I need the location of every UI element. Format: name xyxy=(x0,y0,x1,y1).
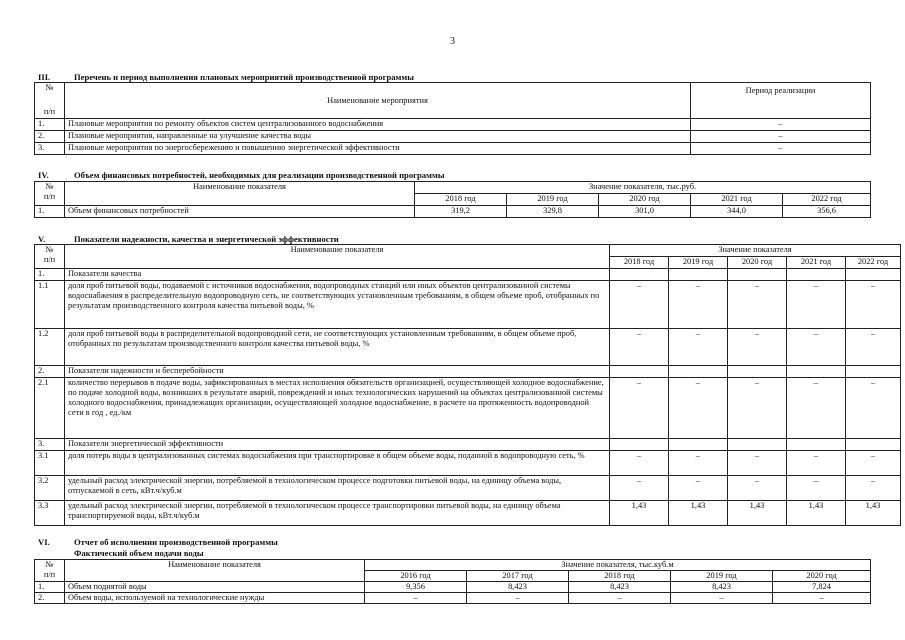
row-value: 8,423 xyxy=(671,582,773,593)
row-name: Объем воды, используемой на технологические нужды xyxy=(65,593,365,604)
row-number: 1. xyxy=(35,582,65,593)
row-value: – xyxy=(669,476,728,501)
col-name-header: Наименование показателя xyxy=(65,245,610,269)
row-period: – xyxy=(691,131,871,143)
row-name: Показатели надежности и бесперебойности xyxy=(65,366,610,378)
row-name: количество перерывов в подаче воды, зафиксированных в местах исполнения обязательств организацией, осуществляющей холодное водоснабжение, по подаче холодной воды, возникших в результате аварий, повреждений и иных технологических нарушений на объектах централизованной системы холодного водоснабжения, принадлежащих организации, осуществляющей холодное водоснабжение, в расчете на протяженность водопроводной сети в год , ед./км xyxy=(65,378,610,439)
row-value: 1,43 xyxy=(787,501,846,526)
row-name: доля проб питьевой воды в распределительной водопроводной сети, не соответствующих установленным требованиям, в общем объеме проб, отобранных по результатам производственного контроля качества питьевой воды, % xyxy=(65,329,610,366)
row-name: доля потерь воды в централизованных системах водоснабжения при транспортировке в общем объеме воды, поданной в водопроводную сеть, % xyxy=(65,451,610,476)
row-value: – xyxy=(846,378,901,439)
year-header: 2019 год xyxy=(671,571,773,582)
section-6-number: VI. xyxy=(38,537,50,547)
row-value: – xyxy=(787,476,846,501)
row-value: 8,423 xyxy=(467,582,569,593)
col-name-header: Наименование показателя xyxy=(65,182,415,206)
financial-needs-table xyxy=(34,181,871,218)
row-value: – xyxy=(569,593,671,604)
col-number-line2: п/п xyxy=(43,106,56,116)
row-value: – xyxy=(610,281,669,329)
row-number: 3. xyxy=(35,143,65,155)
col-number-line2: п/п xyxy=(43,254,56,264)
col-number-header xyxy=(35,560,65,582)
row-value: – xyxy=(787,378,846,439)
table-group-row xyxy=(35,366,901,378)
table-row xyxy=(35,281,901,329)
year-header: 2019 год xyxy=(669,257,728,269)
year-header: 2021 год xyxy=(787,257,846,269)
table-row xyxy=(35,206,871,218)
row-value: – xyxy=(773,593,871,604)
row-name: Показатели энергетической эффективности xyxy=(65,439,610,451)
col-number-header xyxy=(35,83,65,119)
section-6-heading xyxy=(38,537,278,547)
table-row xyxy=(35,593,871,604)
row-number: 2. xyxy=(35,366,65,378)
row-number: 1. xyxy=(35,206,65,218)
section-6-title: Отчет об исполнении производственной программы xyxy=(74,537,278,547)
section-3-title: Перечень и период выполнения плановых мероприятий производственной программы xyxy=(74,72,414,82)
year-header: 2016 год xyxy=(365,571,467,582)
col-value-header: Значение показателя, тыс.куб.м xyxy=(365,560,871,571)
year-header: 2017 год xyxy=(467,571,569,582)
row-value: – xyxy=(610,451,669,476)
row-value: – xyxy=(787,329,846,366)
year-header: 2018 год xyxy=(569,571,671,582)
row-period: – xyxy=(691,143,871,155)
table-row xyxy=(35,143,871,155)
row-name: Плановые мероприятия по ремонту объектов систем централизованного водоснабжения xyxy=(65,119,691,131)
section-4-title: Объем финансовых потребностей, необходимых для реализации производственной программы xyxy=(74,170,445,180)
row-value: 344,0 xyxy=(691,206,783,218)
row-value: – xyxy=(669,329,728,366)
row-number: 3.2 xyxy=(35,476,65,501)
row-value: 1,43 xyxy=(728,501,787,526)
col-name-header: Наименование показателя xyxy=(65,560,365,582)
row-value: – xyxy=(846,451,901,476)
row-name: Плановые мероприятия, направленные на улучшение качества воды xyxy=(65,131,691,143)
row-number: 1. xyxy=(35,119,65,131)
row-name: Показатели качества xyxy=(65,269,610,281)
row-number: 2. xyxy=(35,593,65,604)
row-value: 1,43 xyxy=(846,501,901,526)
table-row xyxy=(35,131,871,143)
row-number: 1. xyxy=(35,269,65,281)
row-name: доля проб питьевой воды, подаваемой с источников водоснабжения, водопроводных станций или иных объектов централизованной системы водоснабжения в распределительную водопроводную сеть, не соответствующих установленным требованиям, в общем объеме проб, отобранных по результатам производственного контроля качества питьевой воды, % xyxy=(65,281,610,329)
row-value: – xyxy=(787,281,846,329)
row-number: 3.3 xyxy=(35,501,65,526)
col-number-line1: № xyxy=(45,560,54,569)
section-5-number: V. xyxy=(38,234,46,244)
row-value: – xyxy=(610,329,669,366)
row-name: удельный расход электрической энергии, потребляемой в технологическом процессе транспортировки питьевой воды, на единицу объема транспортируемой воды, кВт.ч/куб.м xyxy=(65,501,610,526)
row-value: – xyxy=(728,378,787,439)
plan-measures-table xyxy=(34,82,871,155)
table-row xyxy=(35,451,901,476)
row-value: 7,824 xyxy=(773,582,871,593)
row-value: – xyxy=(610,476,669,501)
row-value: – xyxy=(728,329,787,366)
year-header: 2020 год xyxy=(599,194,691,206)
section-3-number: III. xyxy=(38,72,51,82)
year-header: 2022 год xyxy=(846,257,901,269)
water-supply-report-table xyxy=(34,559,871,604)
table-header-row xyxy=(35,182,871,194)
section-6-subtitle: Фактический объем подачи воды xyxy=(74,548,204,558)
col-name-header: Наименование мероприятия xyxy=(65,83,691,119)
col-number-line1: № xyxy=(45,182,54,191)
page-number: 3 xyxy=(450,36,455,47)
row-period: – xyxy=(691,119,871,131)
section-4-number: IV. xyxy=(38,170,49,180)
table-group-row xyxy=(35,439,901,451)
row-number: 2.1 xyxy=(35,378,65,439)
table-header-row xyxy=(35,560,871,571)
table-row xyxy=(35,329,901,366)
row-value: 1,43 xyxy=(669,501,728,526)
col-value-header: Значение показателя, тыс.руб. xyxy=(415,182,871,194)
row-number: 1.1 xyxy=(35,281,65,329)
year-header: 2018 год xyxy=(415,194,507,206)
col-number-line2: п/п xyxy=(43,569,56,579)
row-value: 329,8 xyxy=(507,206,599,218)
col-period-header: Период реализации xyxy=(691,83,871,119)
row-value: 8,423 xyxy=(569,582,671,593)
section-5-title: Показатели надежности, качества и энергетической эффективности xyxy=(74,234,339,244)
section-5-heading xyxy=(38,234,339,244)
table-row xyxy=(35,501,901,526)
row-value: – xyxy=(846,281,901,329)
row-value: – xyxy=(671,593,773,604)
row-value: – xyxy=(728,451,787,476)
table-row xyxy=(35,582,871,593)
table-group-row xyxy=(35,269,901,281)
row-name: Плановые мероприятия по энергосбережению и повышению энергетической эффективности xyxy=(65,143,691,155)
table-header-row xyxy=(35,83,871,119)
table-row xyxy=(35,119,871,131)
row-value: 301,0 xyxy=(599,206,691,218)
row-value: – xyxy=(669,281,728,329)
row-number: 3.1 xyxy=(35,451,65,476)
year-header: 2020 год xyxy=(773,571,871,582)
table-header-row xyxy=(35,245,901,257)
table-row xyxy=(35,378,901,439)
table-row xyxy=(35,476,901,501)
col-number-line2: п/п xyxy=(43,191,56,201)
reliability-indicators-table xyxy=(34,244,901,526)
row-value: – xyxy=(467,593,569,604)
row-value: – xyxy=(728,281,787,329)
col-number-line1: № xyxy=(45,83,54,92)
row-value: – xyxy=(669,378,728,439)
year-header: 2019 год xyxy=(507,194,599,206)
row-value: – xyxy=(846,329,901,366)
row-value: – xyxy=(669,451,728,476)
col-number-line1: № xyxy=(45,245,54,254)
row-name: Объем финансовых потребностей xyxy=(65,206,415,218)
col-number-header xyxy=(35,182,65,206)
row-value: 319,2 xyxy=(415,206,507,218)
row-name: удельный расход электрической энергии, потребляемой в технологическом процессе подготовки питьевой воды, на единицу объема воды, отпускаемой в сеть, кВт.ч/куб.м xyxy=(65,476,610,501)
year-header: 2020 год xyxy=(728,257,787,269)
year-header: 2022 год xyxy=(783,194,871,206)
section-4-heading xyxy=(38,170,445,180)
col-number-header xyxy=(35,245,65,269)
row-number: 1.2 xyxy=(35,329,65,366)
row-value: 356,6 xyxy=(783,206,871,218)
row-value: – xyxy=(787,451,846,476)
row-value: – xyxy=(846,476,901,501)
row-value: – xyxy=(610,378,669,439)
col-value-header: Значение показателя xyxy=(610,245,901,257)
section-3-heading xyxy=(38,72,414,82)
year-header: 2018 год xyxy=(610,257,669,269)
row-number: 3. xyxy=(35,439,65,451)
row-number: 2. xyxy=(35,131,65,143)
row-value: 1,43 xyxy=(610,501,669,526)
row-value: – xyxy=(728,476,787,501)
row-name: Объем поднятой воды xyxy=(65,582,365,593)
row-value: 9,356 xyxy=(365,582,467,593)
year-header: 2021 год xyxy=(691,194,783,206)
row-value: – xyxy=(365,593,467,604)
